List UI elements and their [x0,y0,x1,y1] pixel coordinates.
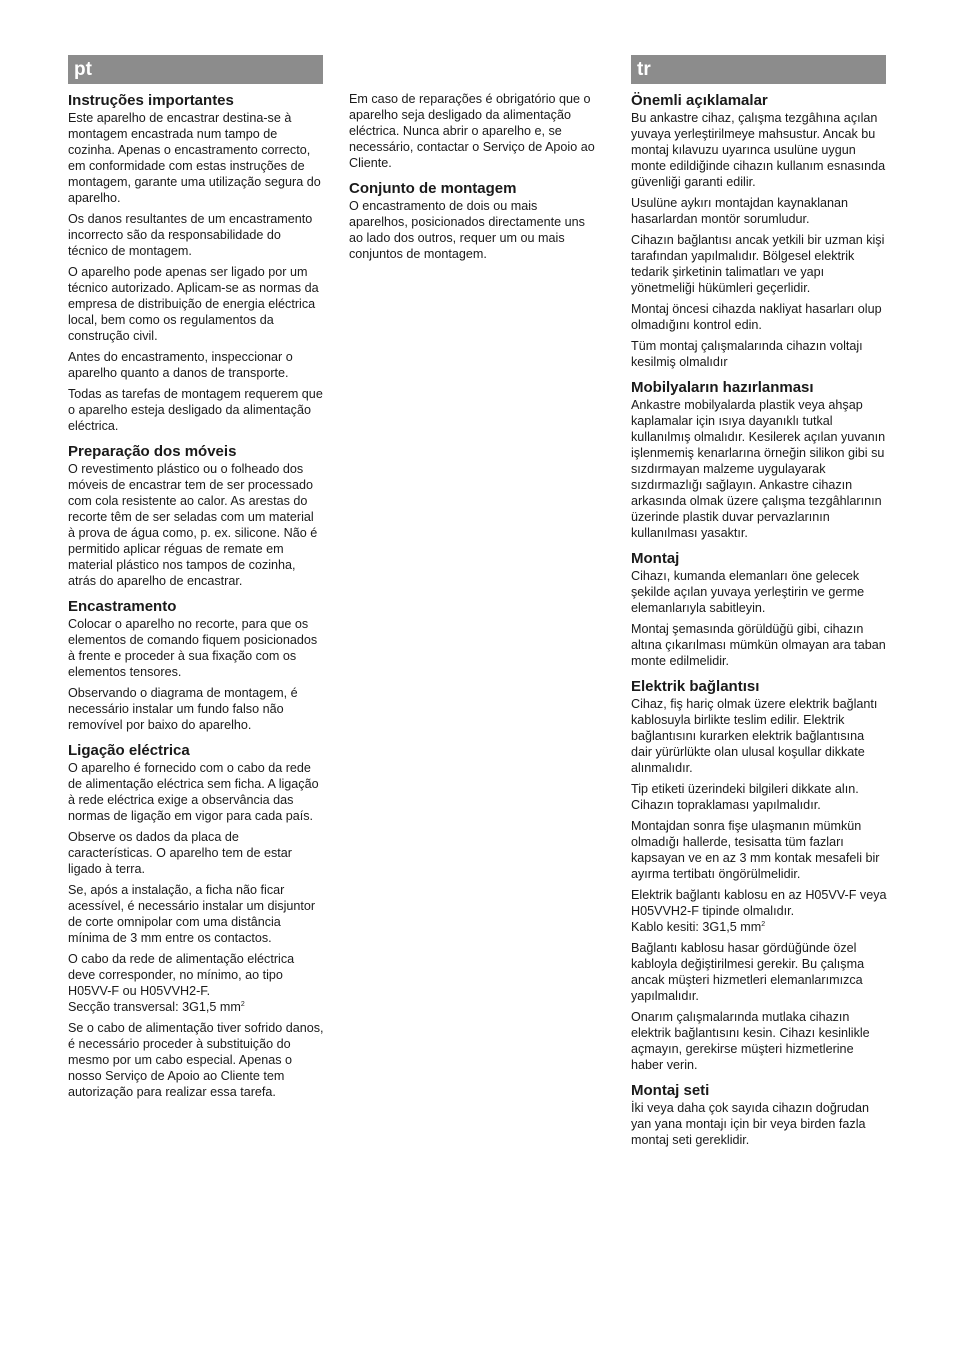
pt-column-1 [68,91,324,1108]
pt-section-furniture [68,442,324,589]
pt-section-mounting-kit [349,179,595,262]
section-heading: Encastramento [68,598,177,615]
paragraph: Bu ankastre cihaz, çalışma tezgâhına açılan yuvaya yerleştirilmeye mahsustur. Ancak bu montaj kılavuzu uyarınca usulüne uygun monte edildiğinde cihazın kullanım esnasında güvenliği garanti edilir. [631,111,886,189]
tr-section-electrical [631,677,887,1073]
paragraph: İki veya daha çok sayıda cihazın doğrudan yan yana montajı için bir veya birden fazla montaj seti gereklidir. [631,1101,870,1147]
paragraph: O aparelho é fornecido com o cabo da rede de alimentação eléctrica sem ficha. A ligação à rede eléctrica exige a observância das normas de ligação em vigor para cada país. [68,761,319,823]
paragraph: Cihazı, kumanda elemanları öne gelecek şekilde açılan yuvaya yerleştirin ve germe elemanlarıyla sabitleyin. [631,569,865,615]
paragraph: O revestimento plástico ou o folheado dos móveis de encastrar tem de ser processado com cola resistente ao calor. As arestas do recorte têm de ser seladas com um material à prova de água como, p. ex. silicone. Não é permitido aplicar réguas de remate em material plástico nos tampos de cozinha, atrás do aparelho de encastrar. [68,462,318,588]
section-heading: Ligação eléctrica [68,742,190,759]
paragraph: Montaj şemasında görüldüğü gibi, cihazın altına çıkarılması mümkün olmayan ara taban monte edilmelidir. [631,622,886,668]
language-tag-pt: pt [68,55,323,84]
cable-section-label: Secção transversal: 3G1,5 mm [68,1000,241,1014]
paragraph: Tip etiketi üzerindeki bilgileri dikkate alın. Cihazın topraklaması yapılmalıdır. [631,782,859,812]
section-heading: Preparação dos móveis [68,443,237,460]
cable-paragraph [68,951,324,1015]
section-heading: Montaj [631,550,680,567]
paragraph: Se, após a instalação, a ficha não ficar acessível, é necessário instalar um disjuntor de corte omnipolar com uma distância mínima de 3 mm entre os contactos. [68,883,316,945]
paragraph: Observando o diagrama de montagem, é necessário instalar um fundo falso não removível por baixo do aparelho. [68,686,298,732]
paragraph: Montajdan sonra fişe ulaşmanın mümkün olmadığı hallerde, tesisatta tüm fazları kapsayan ve en az 3 mm kontak mesafeli bir ayırma tertibatı öngörülmelidir. [631,819,880,881]
pt-section-installation [68,597,324,733]
paragraph: O encastramento de dois ou mais aparelhos, posicionados directamente uns ao lado dos outros, requer um ou mais conjuntos de montagem. [349,199,585,261]
section-heading: Conjunto de montagem [349,180,517,197]
paragraph: Ankastre mobilyalarda plastik veya ahşap kaplamalar için ısıya dayanıklı tutkal kullanılmış olmalıdır. Kesilerek açılan yuvanın işlenmemiş kenarlarına örneğin silikon gibi su sızdırmayan malzeme uygulayarak sızdırmazlığı sağlayın. Ankastre cihazın arkasında olmak üzere çalışma tezgâhlarının üzerinde plastik duvar pervazlarının kullanılması yasaktır. [631,398,886,540]
paragraph: Em caso de reparações é obrigatório que o aparelho seja desligado da alimentação eléctrica. Nunca abrir o aparelho e, se necessário, contactar o Serviço de Apoio ao Cliente. [349,92,595,170]
section-heading: Montaj seti [631,1082,710,1099]
paragraph: Onarım çalışmalarında mutlaka cihazın elektrik bağlantısını kesin. Cihazı kesinlikle açmayın, gerekirse müşteri hizmetlerine haber verin. [631,1010,870,1072]
language-tag-tr: tr [631,55,886,84]
cable-text: O cabo da rede de alimentação eléctrica deve corresponder, no mínimo, ao tipo H05VV-F ou H05VVH2-F. [68,952,295,998]
superscript: 2 [761,921,766,928]
paragraph: Os danos resultantes de um encastramento incorrecto são da responsabilidade do técnico de montagem. [68,212,313,258]
cable-section-label: Kablo kesiti: 3G1,5 mm [631,920,762,934]
tr-section-installation [631,549,887,669]
tr-section-mounting-kit [631,1081,887,1148]
tr-section-important [631,91,887,370]
section-heading: Önemli açıklamalar [631,92,768,109]
tr-column [631,91,887,1156]
paragraph: Cihazın bağlantısı ancak yetkili bir uzman kişi tarafından yapılmalıdır. Bölgesel elektrik tedarik şirketinin talimatları ve yapı yönetmeliği hükümleri geçerlidir. [631,233,885,295]
paragraph: Montaj öncesi cihazda nakliyat hasarları olup olmadığını kontrol edin. [631,302,882,332]
section-heading: Mobilyaların hazırlanması [631,379,814,396]
section-heading: Elektrik bağlantısı [631,678,760,695]
paragraph: Tüm montaj çalışmalarında cihazın voltajı kesilmiş olmalıdır [631,339,863,369]
paragraph: Observe os dados da placa de características. O aparelho tem de estar ligado à terra. [68,830,292,876]
superscript: 2 [240,1001,245,1008]
paragraph: Bağlantı kablosu hasar gördüğünde özel kabloyla değiştirilmesi gerekir. Bu çalışma ancak müşteri hizmetleri elemanlarımızca yapılmalıdır. [631,941,865,1003]
paragraph: Se o cabo de alimentação tiver sofrido danos, é necessário proceder à substituição do mesmo por um cabo especial. Apenas o nosso Serviço de Apoio ao Cliente tem autorização para realizar essa tarefa. [68,1021,324,1099]
paragraph: Cihaz, fiş hariç olmak üzere elektrik bağlantı kablosuyla birlikte teslim edilir. Elektrik bağlantısını kurarken elektrik bağlantısına dair yürürlükte olan ulusal koşullar dikkate alınmalıdır. [631,697,878,775]
pt-section-important [68,91,324,434]
section-heading: Instruções importantes [68,92,234,109]
cable-paragraph [631,887,887,935]
pt-column-2 [349,91,595,270]
paragraph: Colocar o aparelho no recorte, para que os elementos de comando fiquem posicionados à frente e proceder à sua fixação com os elementos tensores. [68,617,318,679]
paragraph: O aparelho pode apenas ser ligado por um técnico autorizado. Aplicam-se as normas da empresa de distribuição de energia eléctrica local, bem como os regulamentos da construção civil. [68,265,319,343]
paragraph: Antes do encastramento, inspeccionar o aparelho quanto a danos de transporte. [68,350,293,380]
paragraph: Usulüne aykırı montajdan kaynaklanan hasarlardan montör sorumludur. [631,196,849,226]
paragraph: Este aparelho de encastrar destina-se à montagem encastrada num tampo de cozinha. Apenas o encastramento correcto, em conformidade com estas instruções de montagem, garante uma utilização segura do aparelho. [68,111,321,205]
tr-section-furniture [631,378,887,541]
pt-section-repairs [349,91,595,171]
cable-text: Elektrik bağlantı kablosu en az H05VV-F veya H05VVH2-F tipinde olmalıdır. [631,888,887,918]
paragraph: Todas as tarefas de montagem requerem que o aparelho esteja desligado da alimentação eléctrica. [68,387,323,433]
pt-section-electrical [68,741,324,1100]
